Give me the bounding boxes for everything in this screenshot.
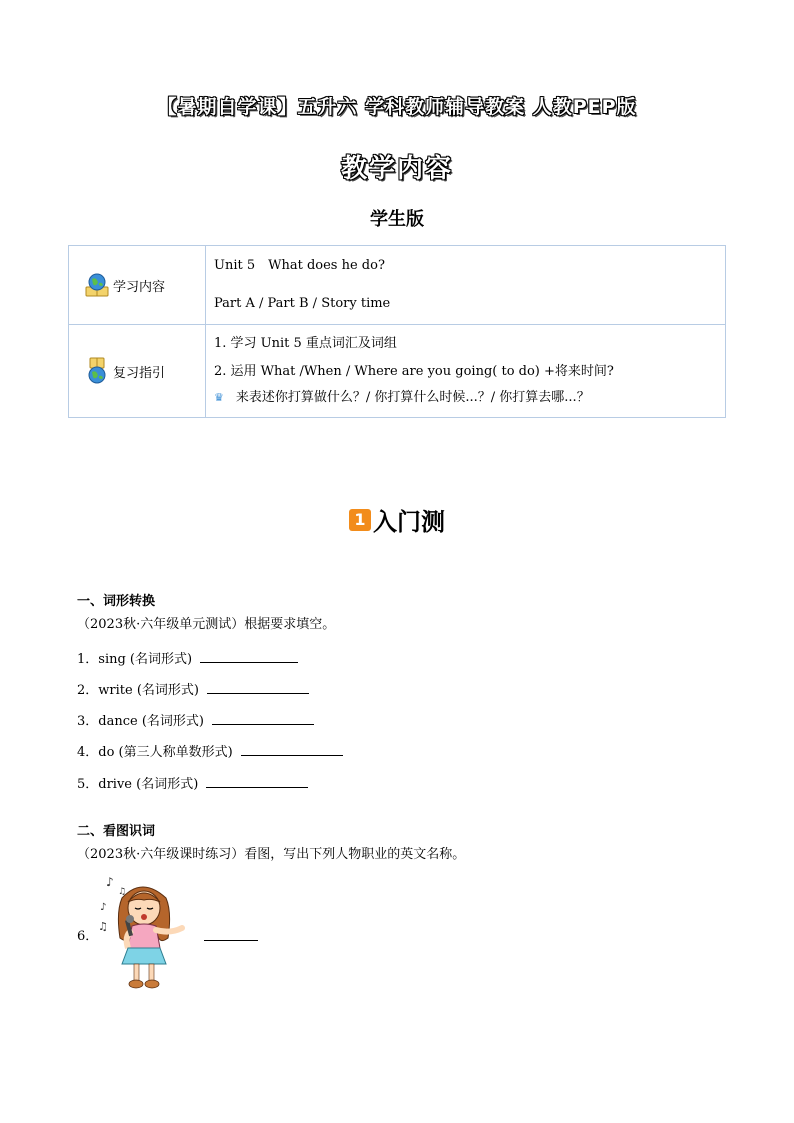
part1-item-4 (77, 741, 343, 760)
section-title: 入门测 (373, 508, 445, 536)
part2-heading-block (77, 820, 465, 865)
answer-blank[interactable] (212, 710, 314, 725)
part2-item-6-number: 6． (77, 929, 99, 944)
part1-item-3 (77, 710, 314, 729)
info-row-guide (69, 325, 726, 418)
page-title: 教学内容 (340, 154, 453, 184)
globe-book-icon (83, 271, 111, 299)
answer-blank[interactable] (241, 741, 343, 756)
guide-item-3-text: 来表述你打算做什么？/ 你打算什么时候...？/ 你打算去哪...？ (235, 390, 590, 405)
label-cell-guide (69, 325, 206, 418)
answer-blank[interactable] (207, 679, 309, 694)
part1-item-2 (77, 679, 309, 698)
guide-item-1: 1. 学习 Unit 5 重点词汇及词组 (214, 336, 397, 351)
item-text: 3．dance (名词形式) (77, 714, 204, 729)
guide-item-2: 2. 运用 What /When / Where are you going( to do) +将来时间? (214, 364, 614, 379)
content-cell-1 (206, 246, 726, 325)
svg-text:♪: ♪ (106, 875, 114, 889)
part1-instruction: （2023秋·六年级单元测试）根据要求填空。 (77, 617, 336, 632)
info-row-content (69, 246, 726, 325)
info-table (68, 245, 726, 418)
item-text: 5．drive (名词形式) (77, 777, 199, 792)
part1-item-5 (77, 773, 308, 792)
header-subtitle: 【暑期自学课】五升六 学科教师辅导教案 人教PEP版 (157, 96, 637, 118)
answer-blank[interactable] (206, 773, 308, 788)
answer-blank[interactable] (200, 648, 298, 663)
label-cell-content (69, 246, 206, 325)
label-guide: 复习指引 (113, 365, 166, 381)
unit-title: Unit 5 What does he do? (214, 258, 385, 273)
item-text: 1．sing (名词形式) (77, 652, 193, 667)
svg-text:♫: ♫ (98, 920, 108, 933)
section-heading (0, 502, 794, 537)
part2-heading: 二、看图识词 (77, 824, 156, 839)
svg-text:♪: ♪ (100, 902, 107, 913)
answer-blank-6[interactable] (204, 926, 258, 941)
content-cell-2 (206, 325, 726, 418)
unit-parts: Part A / Part B / Story time (214, 296, 391, 311)
svg-text:♫: ♫ (118, 887, 127, 897)
part1-heading: 一、词形转换 (77, 594, 156, 609)
singer-girl-image (98, 872, 196, 992)
label-content: 学习内容 (113, 279, 166, 295)
edition-label: 学生版 (370, 209, 424, 230)
item-text: 2．write (名词形式) (77, 683, 199, 698)
part2-instruction: （2023秋·六年级课时练习）看图，写出下列人物职业的英文名称。 (77, 847, 466, 862)
globe-book-icon (83, 356, 111, 386)
item-text: 4．do (第三人称单数形式) (77, 745, 233, 760)
part1-item-1 (77, 648, 298, 667)
guide-item-3 (214, 388, 725, 408)
crown-bullet-icon: ♛ (214, 391, 224, 404)
part1-heading-block (77, 590, 335, 635)
section-number-badge: 1 (349, 509, 371, 531)
